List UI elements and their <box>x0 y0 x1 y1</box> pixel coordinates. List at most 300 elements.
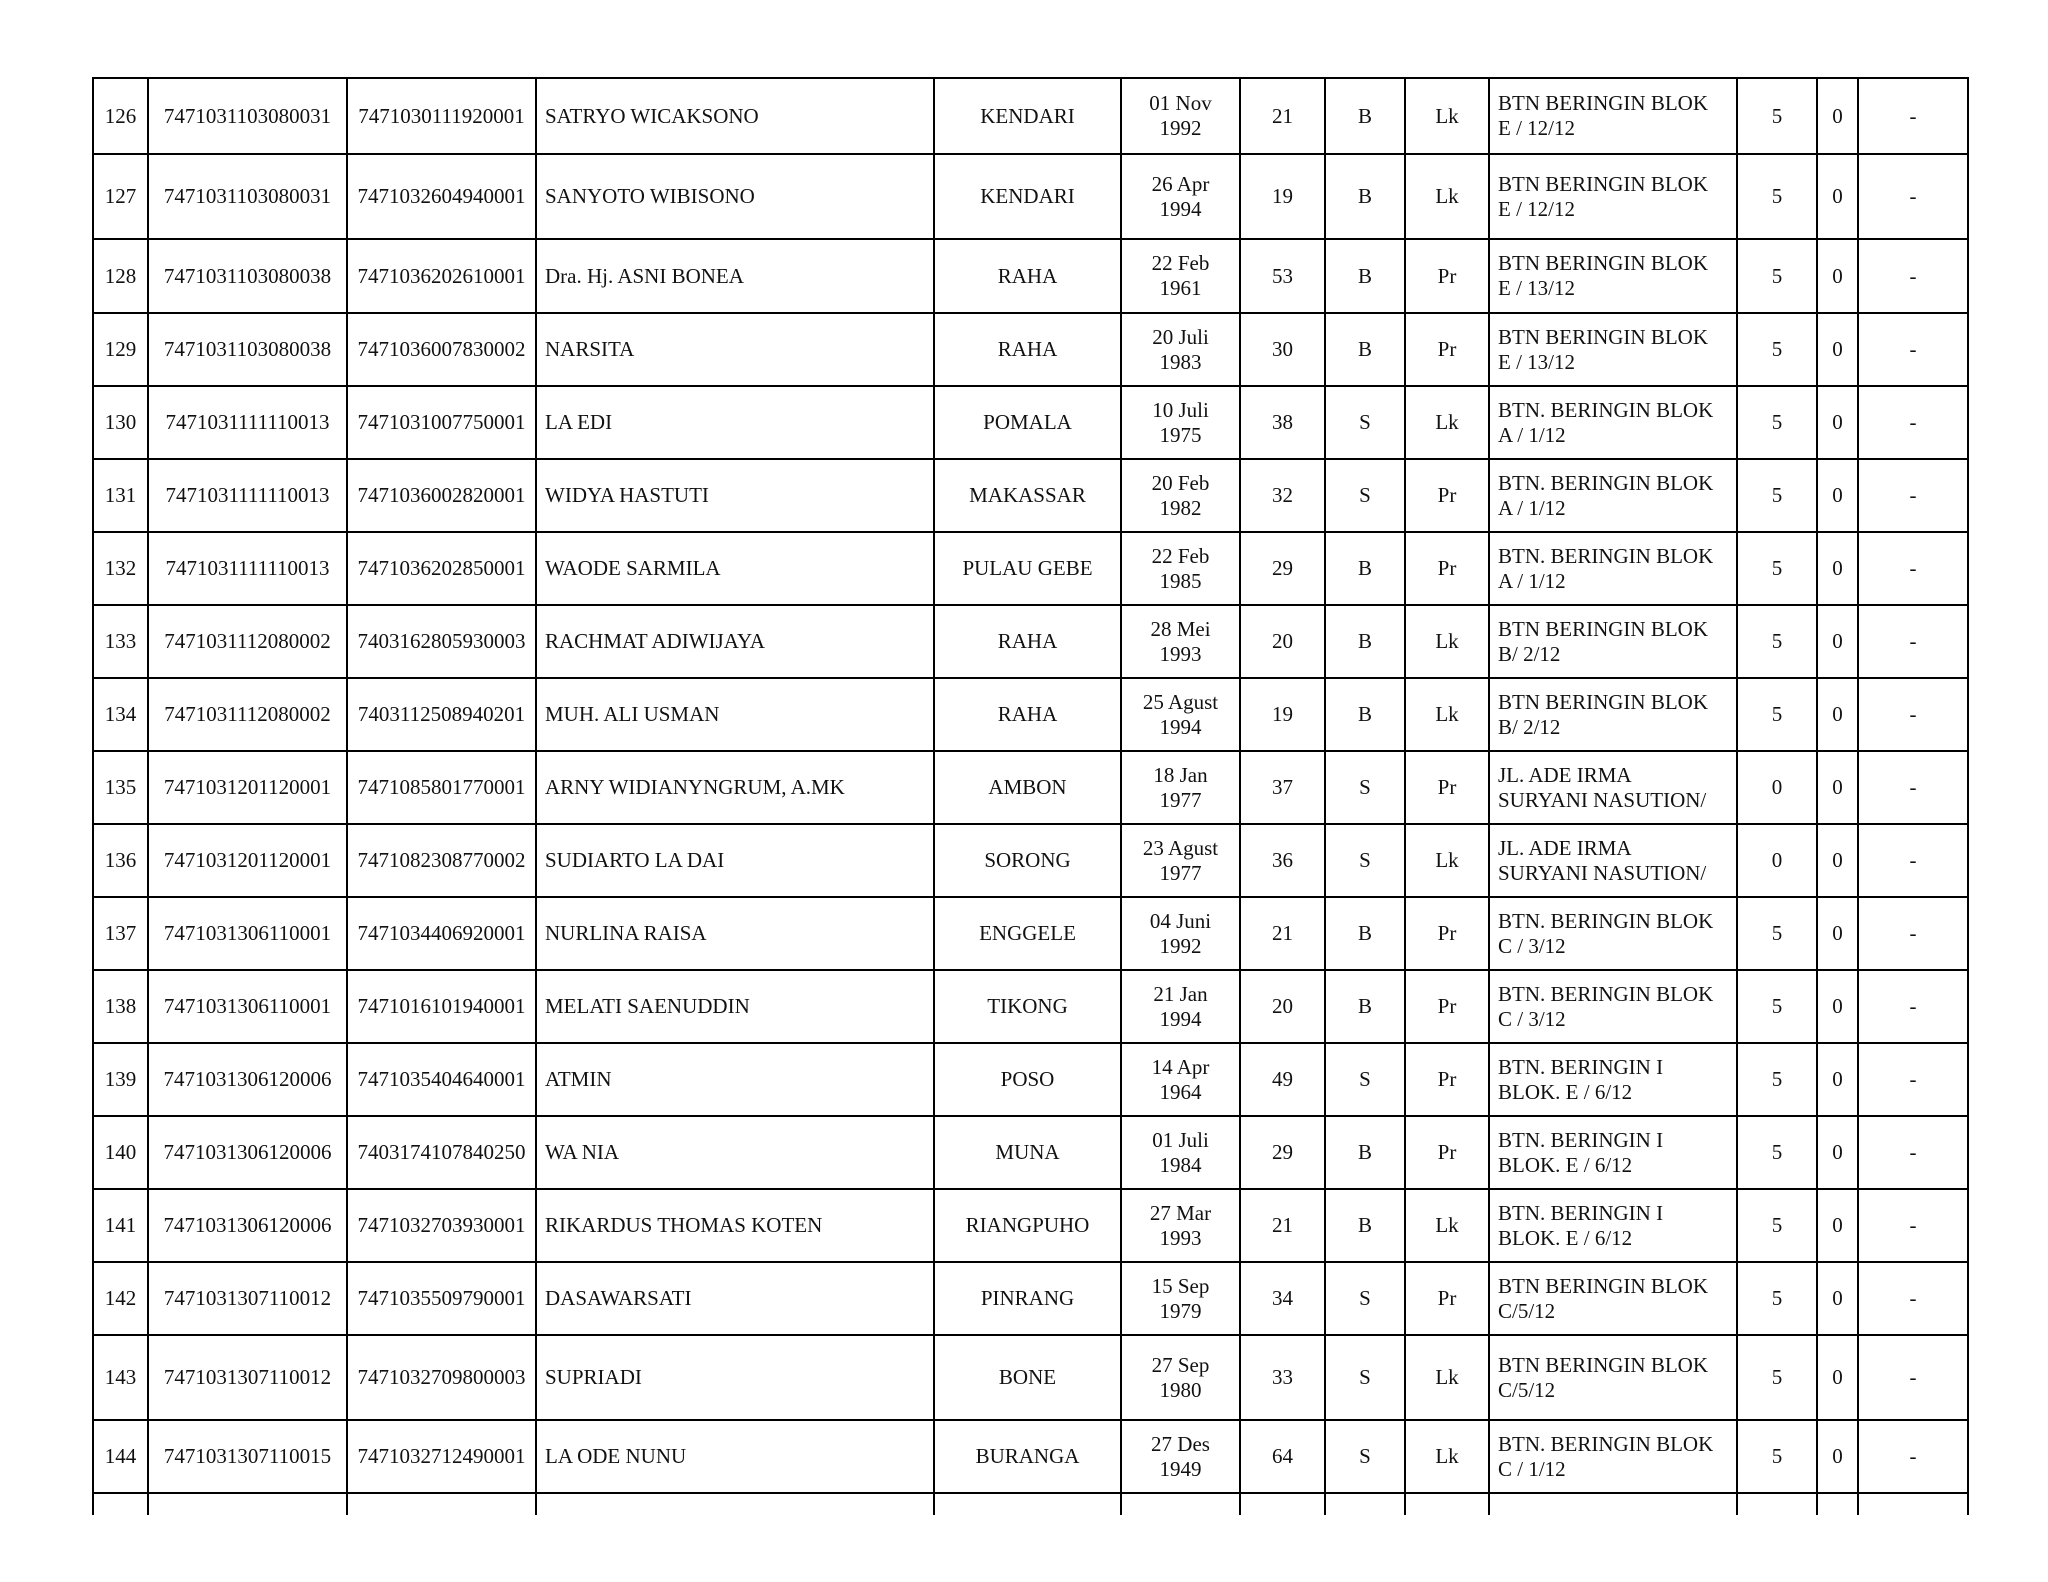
marital-status-cell: B <box>1325 605 1405 678</box>
sex-cell: Lk <box>1405 386 1489 459</box>
birthplace-cell: RAHA <box>934 239 1121 313</box>
table-row <box>93 313 1968 386</box>
birth-date-year: 1985 <box>1159 568 1202 593</box>
address-line-2: B/ 2/12 <box>1498 714 1561 739</box>
birth-date-day: 18 Jan <box>1153 762 1208 787</box>
table-row <box>93 459 1968 532</box>
birth-date-year: 1993 <box>1159 641 1202 666</box>
table-body <box>93 78 1968 1515</box>
birth-date-day: 20 Feb <box>1151 470 1210 495</box>
address-cell <box>1489 1043 1737 1116</box>
row-number-cell: 134 <box>93 678 148 751</box>
address-cell <box>1489 239 1737 313</box>
birth-date-day: 15 Sep <box>1151 1273 1210 1298</box>
birth-date-year: 1992 <box>1159 116 1202 140</box>
age-cell: 36 <box>1240 824 1325 897</box>
table-row <box>93 532 1968 605</box>
code-b-cell: 0 <box>1817 970 1858 1043</box>
sex-cell: Lk <box>1405 605 1489 678</box>
code-a-cell: 0 <box>1737 824 1817 897</box>
birthplace-cell: POMALA <box>934 386 1121 459</box>
family-card-number-cell: 7471031103080038 <box>148 239 347 313</box>
age-cell: 37 <box>1240 751 1325 824</box>
name-cell: SUDIARTO LA DAI <box>536 824 934 897</box>
birth-date-day: 28 Mei <box>1150 616 1211 641</box>
sex-cell: Pr <box>1405 459 1489 532</box>
code-b-cell: 0 <box>1817 751 1858 824</box>
family-card-number-cell: 7471031103080031 <box>148 154 347 239</box>
birth-date-cell <box>1121 154 1240 239</box>
address-line-2: BLOK. E / 6/12 <box>1498 1225 1633 1250</box>
address-line-1: BTN BERINGIN BLOK <box>1498 1352 1708 1377</box>
birth-date-year: 1992 <box>1159 933 1202 958</box>
birth-date-day: 26 Apr <box>1151 171 1210 196</box>
birth-date-day: 10 Juli <box>1152 397 1209 422</box>
birth-date-day: 27 Mar <box>1149 1200 1212 1225</box>
address-line-1: BTN. BERINGIN BLOK <box>1498 543 1714 568</box>
birth-date-year: 1983 <box>1159 349 1202 374</box>
birthplace-cell: TIKONG <box>934 970 1121 1043</box>
code-a-cell: 5 <box>1737 605 1817 678</box>
row-number-cell: 132 <box>93 532 148 605</box>
address-cell <box>1489 78 1737 154</box>
resident-table <box>92 77 1969 1515</box>
address-line-1: BTN BERINGIN BLOK <box>1498 616 1708 641</box>
row-number-cell: 138 <box>93 970 148 1043</box>
remarks-cell: - <box>1858 532 1968 605</box>
empty-cell <box>1858 1493 1968 1515</box>
birth-date-cell <box>1121 1420 1240 1493</box>
address-cell <box>1489 154 1737 239</box>
row-number-cell: 135 <box>93 751 148 824</box>
code-a-cell: 5 <box>1737 78 1817 154</box>
family-card-number-cell: 7471031112080002 <box>148 605 347 678</box>
table-row <box>93 1189 1968 1262</box>
row-number-cell: 127 <box>93 154 148 239</box>
remarks-cell: - <box>1858 1043 1968 1116</box>
age-cell: 21 <box>1240 78 1325 154</box>
family-card-number-cell: 7471031306110001 <box>148 970 347 1043</box>
birth-date-cell <box>1121 897 1240 970</box>
code-a-cell: 5 <box>1737 1420 1817 1493</box>
marital-status-cell: S <box>1325 1420 1405 1493</box>
code-a-cell: 5 <box>1737 970 1817 1043</box>
address-line-2: B/ 2/12 <box>1498 641 1561 666</box>
marital-status-cell: S <box>1325 386 1405 459</box>
address-line-1: JL. ADE IRMA <box>1498 835 1632 860</box>
age-cell: 33 <box>1240 1335 1325 1420</box>
family-card-number-cell: 7471031103080031 <box>148 78 347 154</box>
name-cell: LA EDI <box>536 386 934 459</box>
birthplace-cell: PULAU GEBE <box>934 532 1121 605</box>
table-row <box>93 386 1968 459</box>
family-card-number-cell: 7471031111110013 <box>148 459 347 532</box>
code-a-cell: 5 <box>1737 386 1817 459</box>
remarks-cell: - <box>1858 678 1968 751</box>
row-number-cell: 141 <box>93 1189 148 1262</box>
age-cell: 19 <box>1240 154 1325 239</box>
nik-cell: 7471035404640001 <box>347 1043 536 1116</box>
code-b-cell: 0 <box>1817 154 1858 239</box>
code-b-cell: 0 <box>1817 459 1858 532</box>
empty-cell <box>148 1493 347 1515</box>
remarks-cell: - <box>1858 897 1968 970</box>
sex-cell: Lk <box>1405 1420 1489 1493</box>
sex-cell: Pr <box>1405 313 1489 386</box>
address-line-2: A / 1/12 <box>1498 495 1566 520</box>
birth-date-cell <box>1121 459 1240 532</box>
family-card-number-cell: 7471031201120001 <box>148 824 347 897</box>
birth-date-cell <box>1121 824 1240 897</box>
code-b-cell: 0 <box>1817 1189 1858 1262</box>
birth-date-year: 1979 <box>1159 1298 1202 1323</box>
code-b-cell: 0 <box>1817 386 1858 459</box>
birth-date-year: 1993 <box>1159 1225 1202 1250</box>
row-number-cell: 139 <box>93 1043 148 1116</box>
address-line-1: BTN BERINGIN BLOK <box>1498 1273 1708 1298</box>
row-number-cell: 128 <box>93 239 148 313</box>
address-line-1: BTN. BERINGIN I <box>1498 1054 1664 1079</box>
marital-status-cell: B <box>1325 1116 1405 1189</box>
nik-cell: 7471035509790001 <box>347 1262 536 1335</box>
table-row <box>93 78 1968 154</box>
birth-date-day: 21 Jan <box>1153 981 1208 1006</box>
code-b-cell: 0 <box>1817 824 1858 897</box>
age-cell: 32 <box>1240 459 1325 532</box>
address-line-1: JL. ADE IRMA <box>1498 762 1632 787</box>
sex-cell: Lk <box>1405 1189 1489 1262</box>
family-card-number-cell: 7471031111110013 <box>148 532 347 605</box>
birth-date-cell <box>1121 313 1240 386</box>
birth-date-day: 01 Nov <box>1149 91 1212 115</box>
address-cell <box>1489 751 1737 824</box>
nik-cell: 7471085801770001 <box>347 751 536 824</box>
address-line-2: C/5/12 <box>1498 1377 1556 1402</box>
empty-cell <box>1817 1493 1858 1515</box>
remarks-cell: - <box>1858 313 1968 386</box>
address-cell <box>1489 1420 1737 1493</box>
age-cell: 21 <box>1240 1189 1325 1262</box>
address-line-2: A / 1/12 <box>1498 568 1566 593</box>
name-cell: SATRYO WICAKSONO <box>536 78 934 154</box>
row-number-cell: 136 <box>93 824 148 897</box>
row-number-cell: 137 <box>93 897 148 970</box>
birthplace-cell: RAHA <box>934 313 1121 386</box>
address-line-2: BLOK. E / 6/12 <box>1498 1079 1633 1104</box>
remarks-cell: - <box>1858 1335 1968 1420</box>
address-cell <box>1489 1262 1737 1335</box>
row-number-cell: 129 <box>93 313 148 386</box>
remarks-cell: - <box>1858 386 1968 459</box>
age-cell: 34 <box>1240 1262 1325 1335</box>
table-row <box>93 751 1968 824</box>
name-cell: SANYOTO WIBISONO <box>536 154 934 239</box>
name-cell: LA ODE NUNU <box>536 1420 934 1493</box>
birth-date-cell <box>1121 970 1240 1043</box>
address-line-2: E / 12/12 <box>1498 196 1575 221</box>
sex-cell: Lk <box>1405 824 1489 897</box>
table-row <box>93 1116 1968 1189</box>
birth-date-cell <box>1121 1335 1240 1420</box>
code-a-cell: 5 <box>1737 1189 1817 1262</box>
address-line-2: C / 3/12 <box>1498 933 1566 958</box>
birth-date-cell <box>1121 1043 1240 1116</box>
birth-date-cell <box>1121 605 1240 678</box>
remarks-cell: - <box>1858 78 1968 154</box>
code-b-cell: 0 <box>1817 1420 1858 1493</box>
address-line-1: BTN. BERINGIN BLOK <box>1498 1431 1714 1456</box>
family-card-number-cell: 7471031103080038 <box>148 313 347 386</box>
address-line-2: E / 13/12 <box>1498 276 1575 300</box>
address-line-1: BTN. BERINGIN BLOK <box>1498 908 1714 933</box>
sex-cell: Pr <box>1405 239 1489 313</box>
sex-cell: Pr <box>1405 970 1489 1043</box>
nik-cell: 7471034406920001 <box>347 897 536 970</box>
age-cell: 29 <box>1240 532 1325 605</box>
code-a-cell: 5 <box>1737 459 1817 532</box>
remarks-cell: - <box>1858 970 1968 1043</box>
remarks-cell: - <box>1858 751 1968 824</box>
row-number-cell: 143 <box>93 1335 148 1420</box>
age-cell: 20 <box>1240 605 1325 678</box>
nik-cell: 7471030111920001 <box>347 78 536 154</box>
code-a-cell: 5 <box>1737 532 1817 605</box>
address-cell <box>1489 970 1737 1043</box>
address-line-1: BTN BERINGIN BLOK <box>1498 251 1708 275</box>
family-card-number-cell: 7471031307110012 <box>148 1335 347 1420</box>
age-cell: 29 <box>1240 1116 1325 1189</box>
empty-cell <box>1121 1493 1240 1515</box>
row-number-cell: 130 <box>93 386 148 459</box>
code-a-cell: 5 <box>1737 1335 1817 1420</box>
nik-cell: 7403112508940201 <box>347 678 536 751</box>
birthplace-cell: AMBON <box>934 751 1121 824</box>
remarks-cell: - <box>1858 459 1968 532</box>
table-row <box>93 1335 1968 1420</box>
nik-cell: 7471032703930001 <box>347 1189 536 1262</box>
sex-cell: Pr <box>1405 1116 1489 1189</box>
sex-cell: Pr <box>1405 1262 1489 1335</box>
birth-date-year: 1980 <box>1159 1377 1202 1402</box>
nik-cell: 7471016101940001 <box>347 970 536 1043</box>
table-row <box>93 154 1968 239</box>
code-b-cell: 0 <box>1817 897 1858 970</box>
marital-status-cell: B <box>1325 313 1405 386</box>
birthplace-cell: BONE <box>934 1335 1121 1420</box>
birth-date-year: 1982 <box>1159 495 1202 520</box>
code-a-cell: 5 <box>1737 154 1817 239</box>
empty-cell <box>1737 1493 1817 1515</box>
code-a-cell: 0 <box>1737 751 1817 824</box>
address-line-1: BTN. BERINGIN BLOK <box>1498 470 1714 495</box>
code-a-cell: 5 <box>1737 239 1817 313</box>
code-b-cell: 0 <box>1817 78 1858 154</box>
sex-cell: Lk <box>1405 78 1489 154</box>
code-a-cell: 5 <box>1737 897 1817 970</box>
name-cell: MELATI SAENUDDIN <box>536 970 934 1043</box>
remarks-cell: - <box>1858 1262 1968 1335</box>
address-cell <box>1489 1335 1737 1420</box>
address-line-2: C/5/12 <box>1498 1298 1556 1323</box>
table-row <box>93 970 1968 1043</box>
address-line-1: BTN BERINGIN BLOK <box>1498 689 1708 714</box>
sex-cell: Pr <box>1405 897 1489 970</box>
nik-cell: 7403174107840250 <box>347 1116 536 1189</box>
birth-date-year: 1994 <box>1159 714 1202 739</box>
address-cell <box>1489 532 1737 605</box>
family-card-number-cell: 7471031112080002 <box>148 678 347 751</box>
age-cell: 30 <box>1240 313 1325 386</box>
table-row <box>93 1420 1968 1493</box>
table-row <box>93 605 1968 678</box>
marital-status-cell: B <box>1325 970 1405 1043</box>
code-b-cell: 0 <box>1817 239 1858 313</box>
name-cell: WA NIA <box>536 1116 934 1189</box>
age-cell: 19 <box>1240 678 1325 751</box>
family-card-number-cell: 7471031306120006 <box>148 1189 347 1262</box>
code-b-cell: 0 <box>1817 605 1858 678</box>
age-cell: 20 <box>1240 970 1325 1043</box>
birthplace-cell: ENGGELE <box>934 897 1121 970</box>
birth-date-day: 23 Agust <box>1142 835 1219 860</box>
family-card-number-cell: 7471031307110015 <box>148 1420 347 1493</box>
empty-cell <box>93 1493 148 1515</box>
marital-status-cell: B <box>1325 239 1405 313</box>
name-cell: ARNY WIDIANYNGRUM, A.MK <box>536 751 934 824</box>
name-cell: MUH. ALI USMAN <box>536 678 934 751</box>
empty-cell <box>347 1493 536 1515</box>
empty-cell <box>1489 1493 1737 1515</box>
code-b-cell: 0 <box>1817 532 1858 605</box>
address-line-1: BTN. BERINGIN I <box>1498 1200 1664 1225</box>
name-cell: ATMIN <box>536 1043 934 1116</box>
empty-cell <box>1405 1493 1489 1515</box>
remarks-cell: - <box>1858 239 1968 313</box>
age-cell: 38 <box>1240 386 1325 459</box>
marital-status-cell: B <box>1325 154 1405 239</box>
birth-date-day: 27 Sep <box>1151 1352 1210 1377</box>
marital-status-cell: S <box>1325 1262 1405 1335</box>
birthplace-cell: MAKASSAR <box>934 459 1121 532</box>
code-a-cell: 5 <box>1737 1043 1817 1116</box>
address-cell <box>1489 386 1737 459</box>
nik-cell: 7471036002820001 <box>347 459 536 532</box>
birth-date-cell <box>1121 78 1240 154</box>
marital-status-cell: S <box>1325 1043 1405 1116</box>
birth-date-day: 20 Juli <box>1152 324 1209 349</box>
table-row-continuation <box>93 1493 1968 1515</box>
marital-status-cell: B <box>1325 897 1405 970</box>
birth-date-day: 01 Juli <box>1152 1127 1209 1152</box>
name-cell: NARSITA <box>536 313 934 386</box>
birthplace-cell: KENDARI <box>934 78 1121 154</box>
table-row <box>93 239 1968 313</box>
row-number-cell: 126 <box>93 78 148 154</box>
name-cell: SUPRIADI <box>536 1335 934 1420</box>
address-line-1: BTN. BERINGIN BLOK <box>1498 397 1714 422</box>
address-line-2: E / 12/12 <box>1498 116 1575 140</box>
empty-cell <box>934 1493 1121 1515</box>
family-card-number-cell: 7471031306120006 <box>148 1116 347 1189</box>
remarks-cell: - <box>1858 605 1968 678</box>
sex-cell: Lk <box>1405 1335 1489 1420</box>
code-a-cell: 5 <box>1737 313 1817 386</box>
row-number-cell: 142 <box>93 1262 148 1335</box>
row-number-cell: 131 <box>93 459 148 532</box>
birth-date-year: 1961 <box>1159 276 1202 300</box>
empty-cell <box>1325 1493 1405 1515</box>
address-line-1: BTN BERINGIN BLOK <box>1498 324 1708 349</box>
birth-date-year: 1964 <box>1159 1079 1202 1104</box>
birth-date-year: 1975 <box>1159 422 1202 447</box>
name-cell: RIKARDUS THOMAS KOTEN <box>536 1189 934 1262</box>
family-card-number-cell: 7471031201120001 <box>148 751 347 824</box>
birth-date-cell <box>1121 751 1240 824</box>
remarks-cell: - <box>1858 1189 1968 1262</box>
birth-date-day: 27 Des <box>1151 1431 1210 1456</box>
marital-status-cell: S <box>1325 751 1405 824</box>
code-b-cell: 0 <box>1817 313 1858 386</box>
birth-date-year: 1994 <box>1159 196 1202 221</box>
birth-date-day: 04 Juni <box>1149 908 1212 933</box>
address-cell <box>1489 313 1737 386</box>
remarks-cell: - <box>1858 1116 1968 1189</box>
birth-date-cell <box>1121 239 1240 313</box>
address-line-2: A / 1/12 <box>1498 422 1566 447</box>
birthplace-cell: RIANGPUHO <box>934 1189 1121 1262</box>
birth-date-year: 1984 <box>1159 1152 1202 1177</box>
sex-cell: Pr <box>1405 1043 1489 1116</box>
age-cell: 21 <box>1240 897 1325 970</box>
table-row <box>93 1262 1968 1335</box>
birthplace-cell: PINRANG <box>934 1262 1121 1335</box>
address-cell <box>1489 1189 1737 1262</box>
address-cell <box>1489 605 1737 678</box>
birthplace-cell: KENDARI <box>934 154 1121 239</box>
address-line-1: BTN. BERINGIN I <box>1498 1127 1664 1152</box>
code-b-cell: 0 <box>1817 1262 1858 1335</box>
marital-status-cell: B <box>1325 78 1405 154</box>
address-line-2: C / 1/12 <box>1498 1456 1566 1481</box>
nik-cell: 7471032709800003 <box>347 1335 536 1420</box>
address-line-2: C / 3/12 <box>1498 1006 1566 1031</box>
name-cell: WIDYA HASTUTI <box>536 459 934 532</box>
birth-date-day: 14 Apr <box>1151 1054 1210 1079</box>
address-cell <box>1489 824 1737 897</box>
name-cell: DASAWARSATI <box>536 1262 934 1335</box>
table-row <box>93 897 1968 970</box>
address-line-2: BLOK. E / 6/12 <box>1498 1152 1633 1177</box>
nik-cell: 7471032604940001 <box>347 154 536 239</box>
marital-status-cell: S <box>1325 824 1405 897</box>
table-row <box>93 824 1968 897</box>
empty-cell <box>1240 1493 1325 1515</box>
code-a-cell: 5 <box>1737 678 1817 751</box>
birth-date-day: 22 Feb <box>1151 251 1210 275</box>
age-cell: 53 <box>1240 239 1325 313</box>
birth-date-year: 1977 <box>1159 787 1202 812</box>
birth-date-year: 1994 <box>1159 1006 1202 1031</box>
family-card-number-cell: 7471031306120006 <box>148 1043 347 1116</box>
row-number-cell: 133 <box>93 605 148 678</box>
address-line-2: SURYANI NASUTION/ <box>1498 860 1707 885</box>
nik-cell: 7471036202610001 <box>347 239 536 313</box>
birthplace-cell: MUNA <box>934 1116 1121 1189</box>
nik-cell: 7403162805930003 <box>347 605 536 678</box>
nik-cell: 7471036007830002 <box>347 313 536 386</box>
birthplace-cell: POSO <box>934 1043 1121 1116</box>
name-cell: WAODE SARMILA <box>536 532 934 605</box>
